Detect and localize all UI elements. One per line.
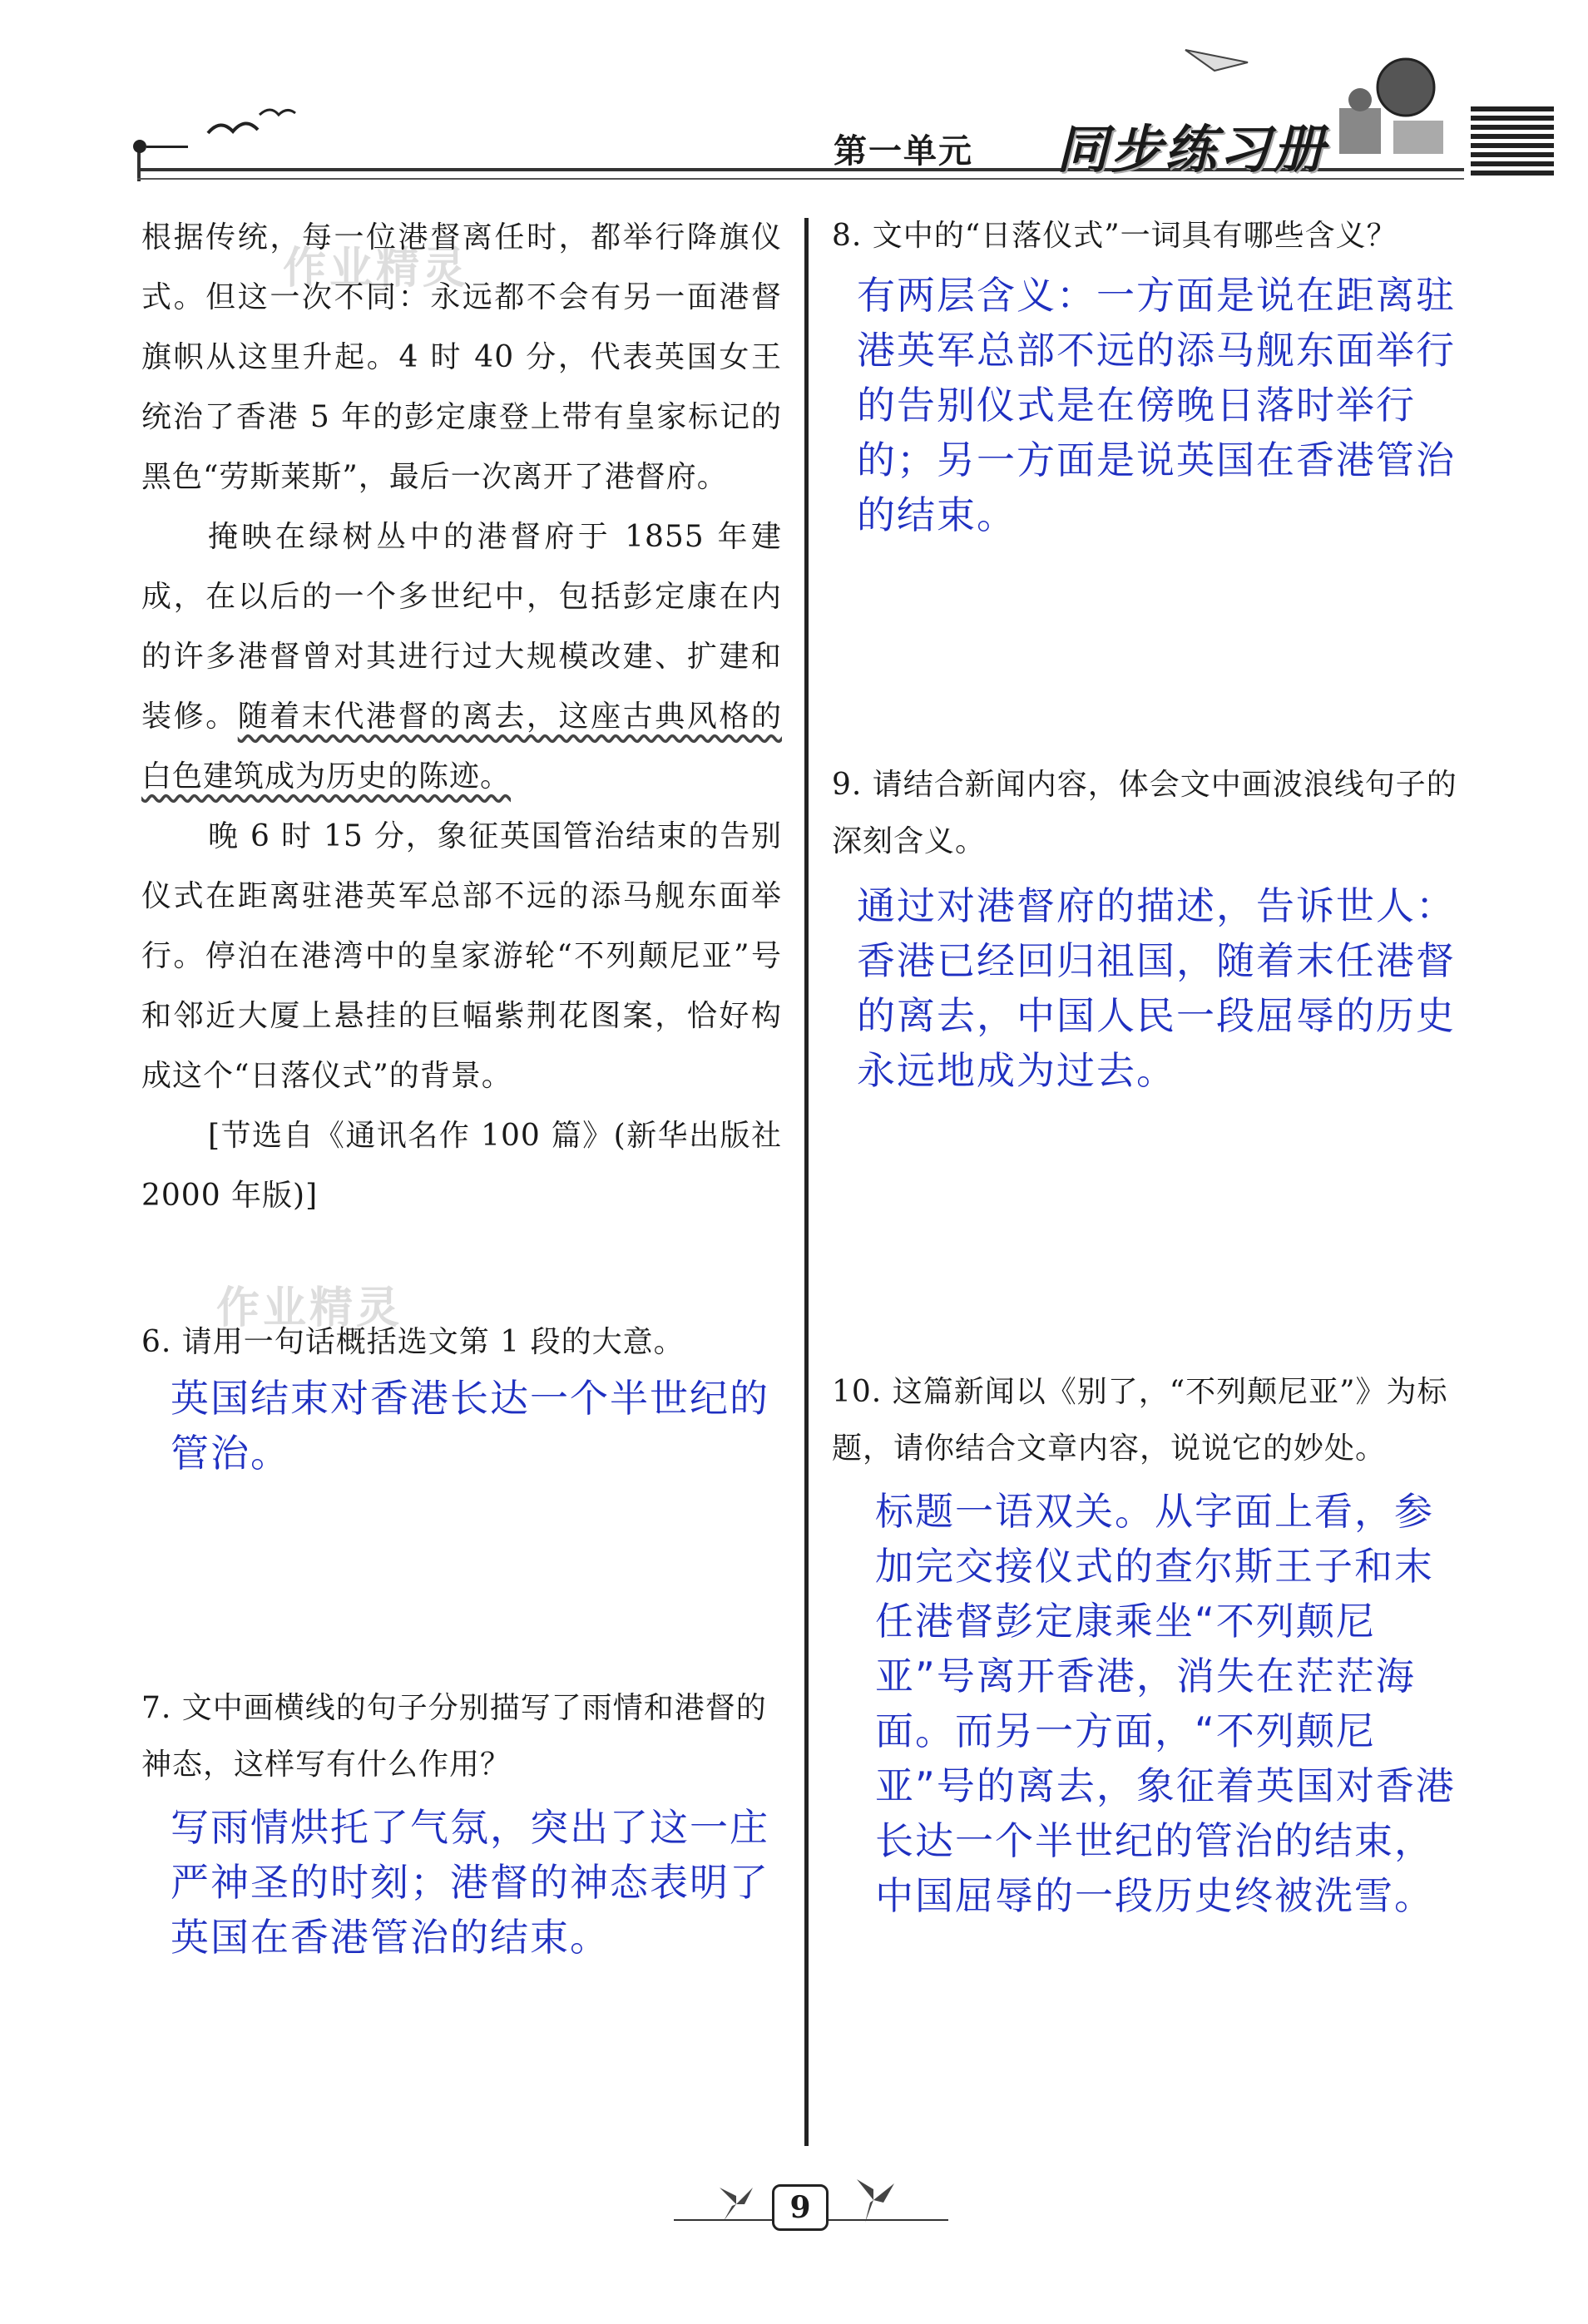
answer-text: 标题一语双关。从字面上看，参加完交接仪式的查尔斯王子和末任港督彭定康乘坐“不列颠尼亚”号离开香港，消失在茫茫海面。而另一方面，“不列颠尼亚”号的离去，象征着英国对香港长达一个半世纪的管治的结束，中国屈辱的一段历史终被洗雪。 — [875, 1489, 1456, 1918]
watermark: 作业精灵 — [283, 244, 470, 294]
passage-paragraph — [141, 507, 782, 807]
passage — [141, 208, 782, 1226]
passage-paragraph: 根据传统，每一位港督离任时，都举行降旗仪式。但这一次不同：永远都不会有另一面港督旗帜从这里升起。4 时 40 分，代表英国女王统治了香港 5 年的彭定康登上带有皇家标记的黑色“劳斯莱斯”，最后一次离开了港督府。 — [141, 220, 782, 494]
answer-text: 英国结束对香港长达一个半世纪的管治。 — [171, 1376, 769, 1476]
header-dot — [133, 140, 146, 153]
passage-text: 掩映在绿树丛中的港督府于 1855 年建成，在以后的一个多世纪中，包括彭定康在内的许多港督曾对其进行过大规模改建、扩建和装修。 — [141, 520, 782, 734]
wavy-underlined-sentence: 随着末代港督的离去，这座古典风格的白色建筑成为历史的陈迹。 — [141, 700, 782, 794]
birds-icon — [200, 100, 299, 158]
page-number: 9 — [772, 2184, 829, 2231]
question-text: 7. 文中画横线的句子分别描写了雨情和港督的神态，这样写有什么作用？ — [141, 1691, 767, 1782]
watermark: 作业精灵 — [216, 1283, 403, 1333]
windmill-icon — [707, 2179, 765, 2229]
answer-text: 写雨情烘托了气氛，突出了这一庄严神圣的时刻；港督的神态表明了英国在香港管治的结束。 — [171, 1805, 769, 1960]
question-text: 10. 这篇新闻以《别了，“不列颠尼亚”》为标题，请你结合文章内容，说说它的妙处。 — [832, 1375, 1448, 1466]
answer-text: 通过对港督府的描述，告诉世人：香港已经回归祖国，随着末任港督的离去，中国人民一段屈辱的历史永远地成为过去。 — [857, 883, 1456, 1093]
book-title: 同步练习册 — [1056, 119, 1328, 180]
header-stripes — [1471, 106, 1554, 183]
question-6 — [141, 1314, 790, 1481]
passage-paragraph: 晚 6 时 15 分，象征英国管治结束的告别仪式在距离驻港英军总部不远的添马舰东面举行。停泊在港湾中的皇家游轮“不列颠尼亚”号和邻近大厦上悬挂的巨幅紫荆花图案，恰好构成这个“日落仪式”的背景。 — [141, 819, 782, 1093]
question-text: 8. 文中的“日落仪式”一词具有哪些含义？ — [832, 219, 1398, 253]
page-header — [0, 0, 1588, 200]
passage-source: [节选自《通讯名作 100 篇》(新华出版社 2000 年版)] — [141, 1119, 782, 1213]
question-text: 9. 请结合新闻内容，体会文中画波浪线句子的深刻含义。 — [832, 768, 1457, 858]
paper-plane-icon — [1181, 33, 1256, 83]
header-dash — [146, 146, 188, 148]
column-divider — [804, 218, 809, 2146]
question-10 — [832, 1364, 1472, 1923]
unit-label: 第一单元 — [834, 132, 973, 171]
globe-student-icon — [1314, 50, 1464, 166]
answer-text: 有两层含义：一方面是说在距离驻港英军总部不远的添马舰东面举行的告别仪式是在傍晚日落时举行的；另一方面是说英国在香港管治的结束。 — [857, 273, 1456, 537]
question-8 — [832, 208, 1464, 542]
question-text: 6. 请用一句话概括选文第 1 段的大意。 — [141, 1325, 685, 1359]
question-7 — [141, 1680, 790, 1965]
question-9 — [832, 757, 1464, 1098]
windmill-icon — [840, 2171, 907, 2229]
